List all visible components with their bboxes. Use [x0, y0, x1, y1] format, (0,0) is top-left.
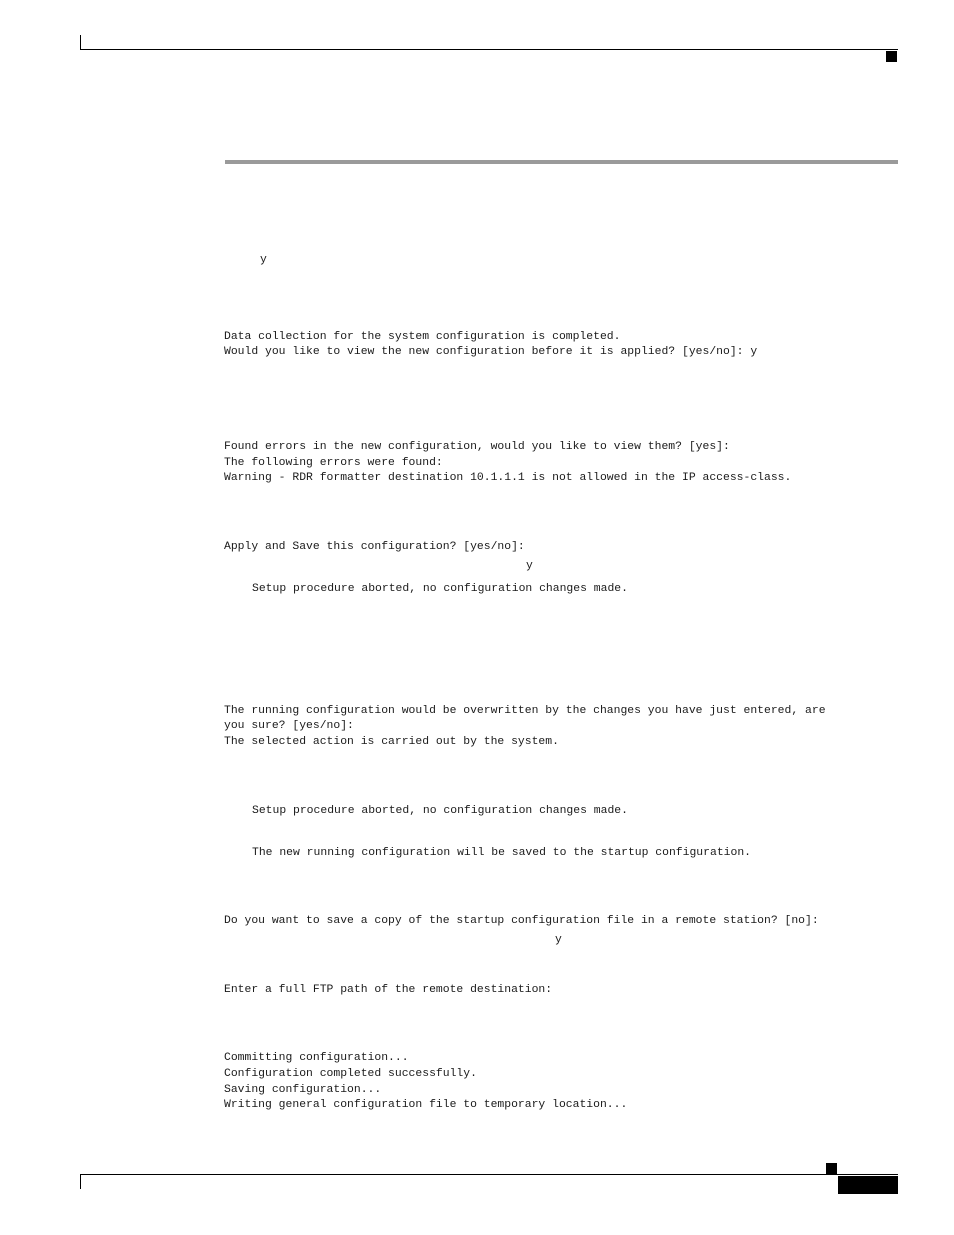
- text-line: Saving configuration...: [224, 1084, 382, 1096]
- answer-y: y: [260, 254, 267, 266]
- footer-rule: [80, 1174, 898, 1175]
- text-line: Apply and Save this configuration? [yes/no]:: [224, 541, 525, 553]
- text-line: you sure? [yes/no]:: [224, 720, 354, 732]
- header-tick: [80, 35, 81, 50]
- text-line: The running configuration would be overwritten by the changes you have just entered, are: [224, 705, 826, 717]
- answer-y: y: [526, 560, 533, 572]
- text-line: Setup procedure aborted, no configuration changes made.: [252, 805, 628, 817]
- text-line: Do you want to save a copy of the startup configuration file in a remote station? [no]:: [224, 915, 819, 927]
- text-line: Enter a full FTP path of the remote destination:: [224, 984, 553, 996]
- text-line: Warning - RDR formatter destination 10.1.1.1 is not allowed in the IP access-class.: [224, 472, 792, 484]
- text-line: The selected action is carried out by the system.: [224, 736, 559, 748]
- header-rule: [80, 49, 898, 50]
- answer-y: y: [555, 934, 562, 946]
- text-line: The new running configuration will be saved to the startup configuration.: [252, 847, 751, 859]
- footer-marker: [826, 1163, 837, 1174]
- text-line: Writing general configuration file to temporary location...: [224, 1099, 628, 1111]
- section-rule: [225, 160, 898, 164]
- footer-tick: [80, 1174, 81, 1189]
- text-line: Committing configuration...: [224, 1052, 409, 1064]
- text-line: Configuration completed successfully.: [224, 1068, 477, 1080]
- footer-page-block: [838, 1176, 898, 1194]
- header-marker: [886, 51, 897, 62]
- text-line: Data collection for the system configuration is completed.: [224, 331, 621, 343]
- text-line: Setup procedure aborted, no configuration changes made.: [252, 583, 628, 595]
- text-line: Would you like to view the new configuration before it is applied? [yes/no]: y: [224, 346, 758, 358]
- text-line: Found errors in the new configuration, would you like to view them? [yes]:: [224, 441, 730, 453]
- text-line: The following errors were found:: [224, 457, 443, 469]
